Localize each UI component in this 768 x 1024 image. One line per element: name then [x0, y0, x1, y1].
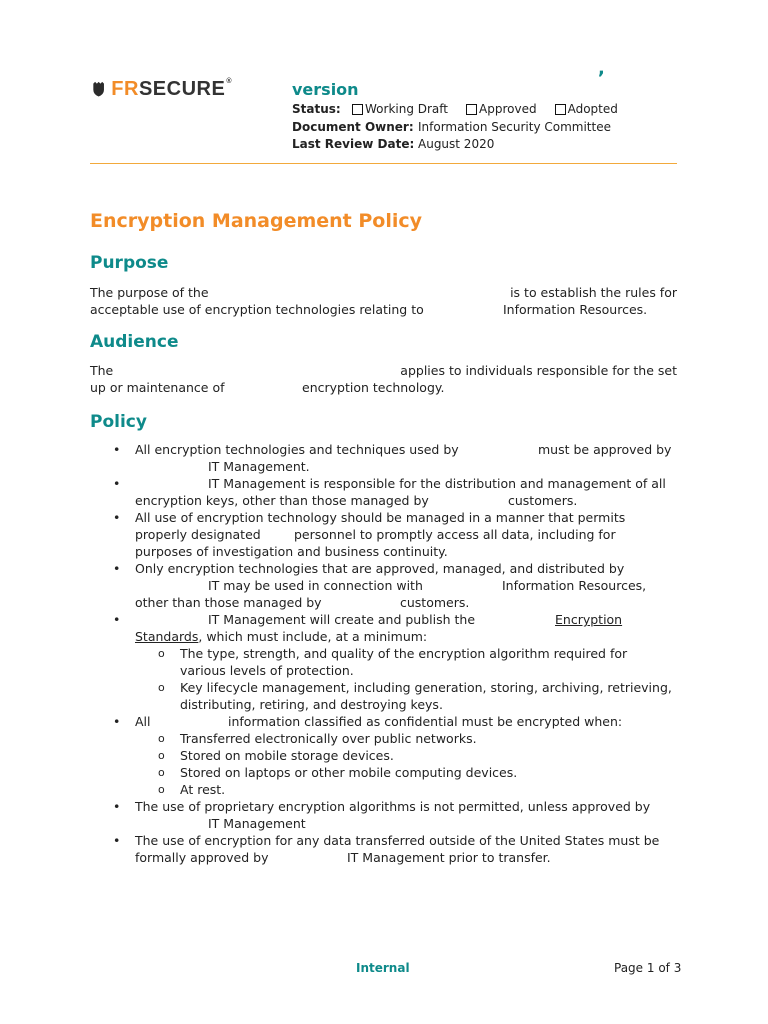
- list-item: • Only encryption technologies that are approved, managed, and distributed by IT may be used in connection with Information Resources, other than those managed by customers.: [90, 560, 680, 611]
- sub-list-item: o At rest.: [135, 781, 680, 798]
- purpose-text: Information Resources.: [503, 302, 648, 317]
- checkbox[interactable]: [466, 104, 477, 115]
- audience-paragraph: [90, 362, 677, 396]
- status-option-approved[interactable]: Approved: [466, 102, 537, 116]
- audience-text: up or maintenance of: [90, 380, 225, 395]
- purpose-text: The purpose of the: [90, 285, 209, 300]
- list-item: • All use of encryption technology should be managed in a manner that permits properly designated personnel to promptly access all data, including for purposes of investigation and business continuity.: [90, 509, 680, 560]
- policy-heading: Policy: [90, 412, 147, 432]
- list-item: • IT Management will create and publish the Encryption Standards, which must include, at a minimum: o The type, strength, and quality of the encryption algorithm required for various levels of protection. o Key lifecycle management, including generation, storing, archiving, retrieving, distributing, retiring, and destroying keys.: [90, 611, 680, 713]
- company-logo: [92, 66, 232, 112]
- review-date-label: Last Review Date:: [292, 137, 415, 151]
- page-number: Page 1 of 3: [614, 961, 682, 975]
- status-option-adopted[interactable]: Adopted: [555, 102, 618, 116]
- owner-row: [292, 120, 611, 134]
- sub-list-item: o Transferred electronically over public networks.: [135, 730, 680, 747]
- status-row: [292, 102, 636, 116]
- review-date-value: August 2020: [418, 137, 495, 151]
- owner-label: Document Owner:: [292, 120, 414, 134]
- sub-list-item: o Stored on mobile storage devices.: [135, 747, 680, 764]
- checkbox[interactable]: [555, 104, 566, 115]
- sub-list-item: o Key lifecycle management, including generation, storing, archiving, retrieving, distributing, retiring, and destroying keys.: [135, 679, 680, 713]
- purpose-paragraph: [90, 284, 677, 318]
- logo-wordmark: FRSECURE®: [111, 77, 232, 100]
- list-item: • All encryption technologies and techniques used by must be approved by IT Management.: [90, 441, 680, 475]
- list-item: • IT Management is responsible for the distribution and management of all encryption keys, other than those managed by customers.: [90, 475, 680, 509]
- title-comma: ,: [598, 58, 605, 79]
- shield-logo-icon: [92, 71, 105, 107]
- header-divider: [90, 163, 677, 164]
- encryption-standards-link[interactable]: Standards: [135, 629, 199, 644]
- document-version: version: [292, 80, 359, 99]
- checkbox[interactable]: [352, 104, 363, 115]
- list-item: • All information classified as confidential must be encrypted when: o Transferred electronically over public networks. o Stored on mobile storage devices. o Stored on laptops or other mobile computing devices. o At rest.: [90, 713, 680, 798]
- audience-text: applies to individuals responsible for the set: [400, 363, 677, 378]
- encryption-standards-link[interactable]: Encryption: [555, 612, 623, 627]
- sub-list-item: o The type, strength, and quality of the encryption algorithm required for various levels of protection.: [135, 645, 680, 679]
- purpose-text: is to establish the rules for: [510, 285, 677, 300]
- classification-label: Internal: [356, 961, 410, 975]
- audience-text: The: [90, 363, 114, 378]
- purpose-text: acceptable use of encryption technologies relating to: [90, 302, 424, 317]
- review-date-row: [292, 137, 494, 151]
- audience-heading: Audience: [90, 332, 179, 352]
- policy-list: [90, 441, 680, 866]
- sub-list-item: o Stored on laptops or other mobile computing devices.: [135, 764, 680, 781]
- page-title: Encryption Management Policy: [90, 210, 423, 232]
- status-label: Status:: [292, 102, 341, 116]
- list-item: • The use of proprietary encryption algorithms is not permitted, unless approved by IT Management: [90, 798, 680, 832]
- status-option-working-draft[interactable]: Working Draft: [352, 102, 448, 116]
- list-item: • The use of encryption for any data transferred outside of the United States must be formally approved by IT Management prior to transfer.: [90, 832, 680, 866]
- purpose-heading: Purpose: [90, 253, 169, 273]
- owner-value: Information Security Committee: [418, 120, 611, 134]
- audience-text: encryption technology.: [302, 380, 445, 395]
